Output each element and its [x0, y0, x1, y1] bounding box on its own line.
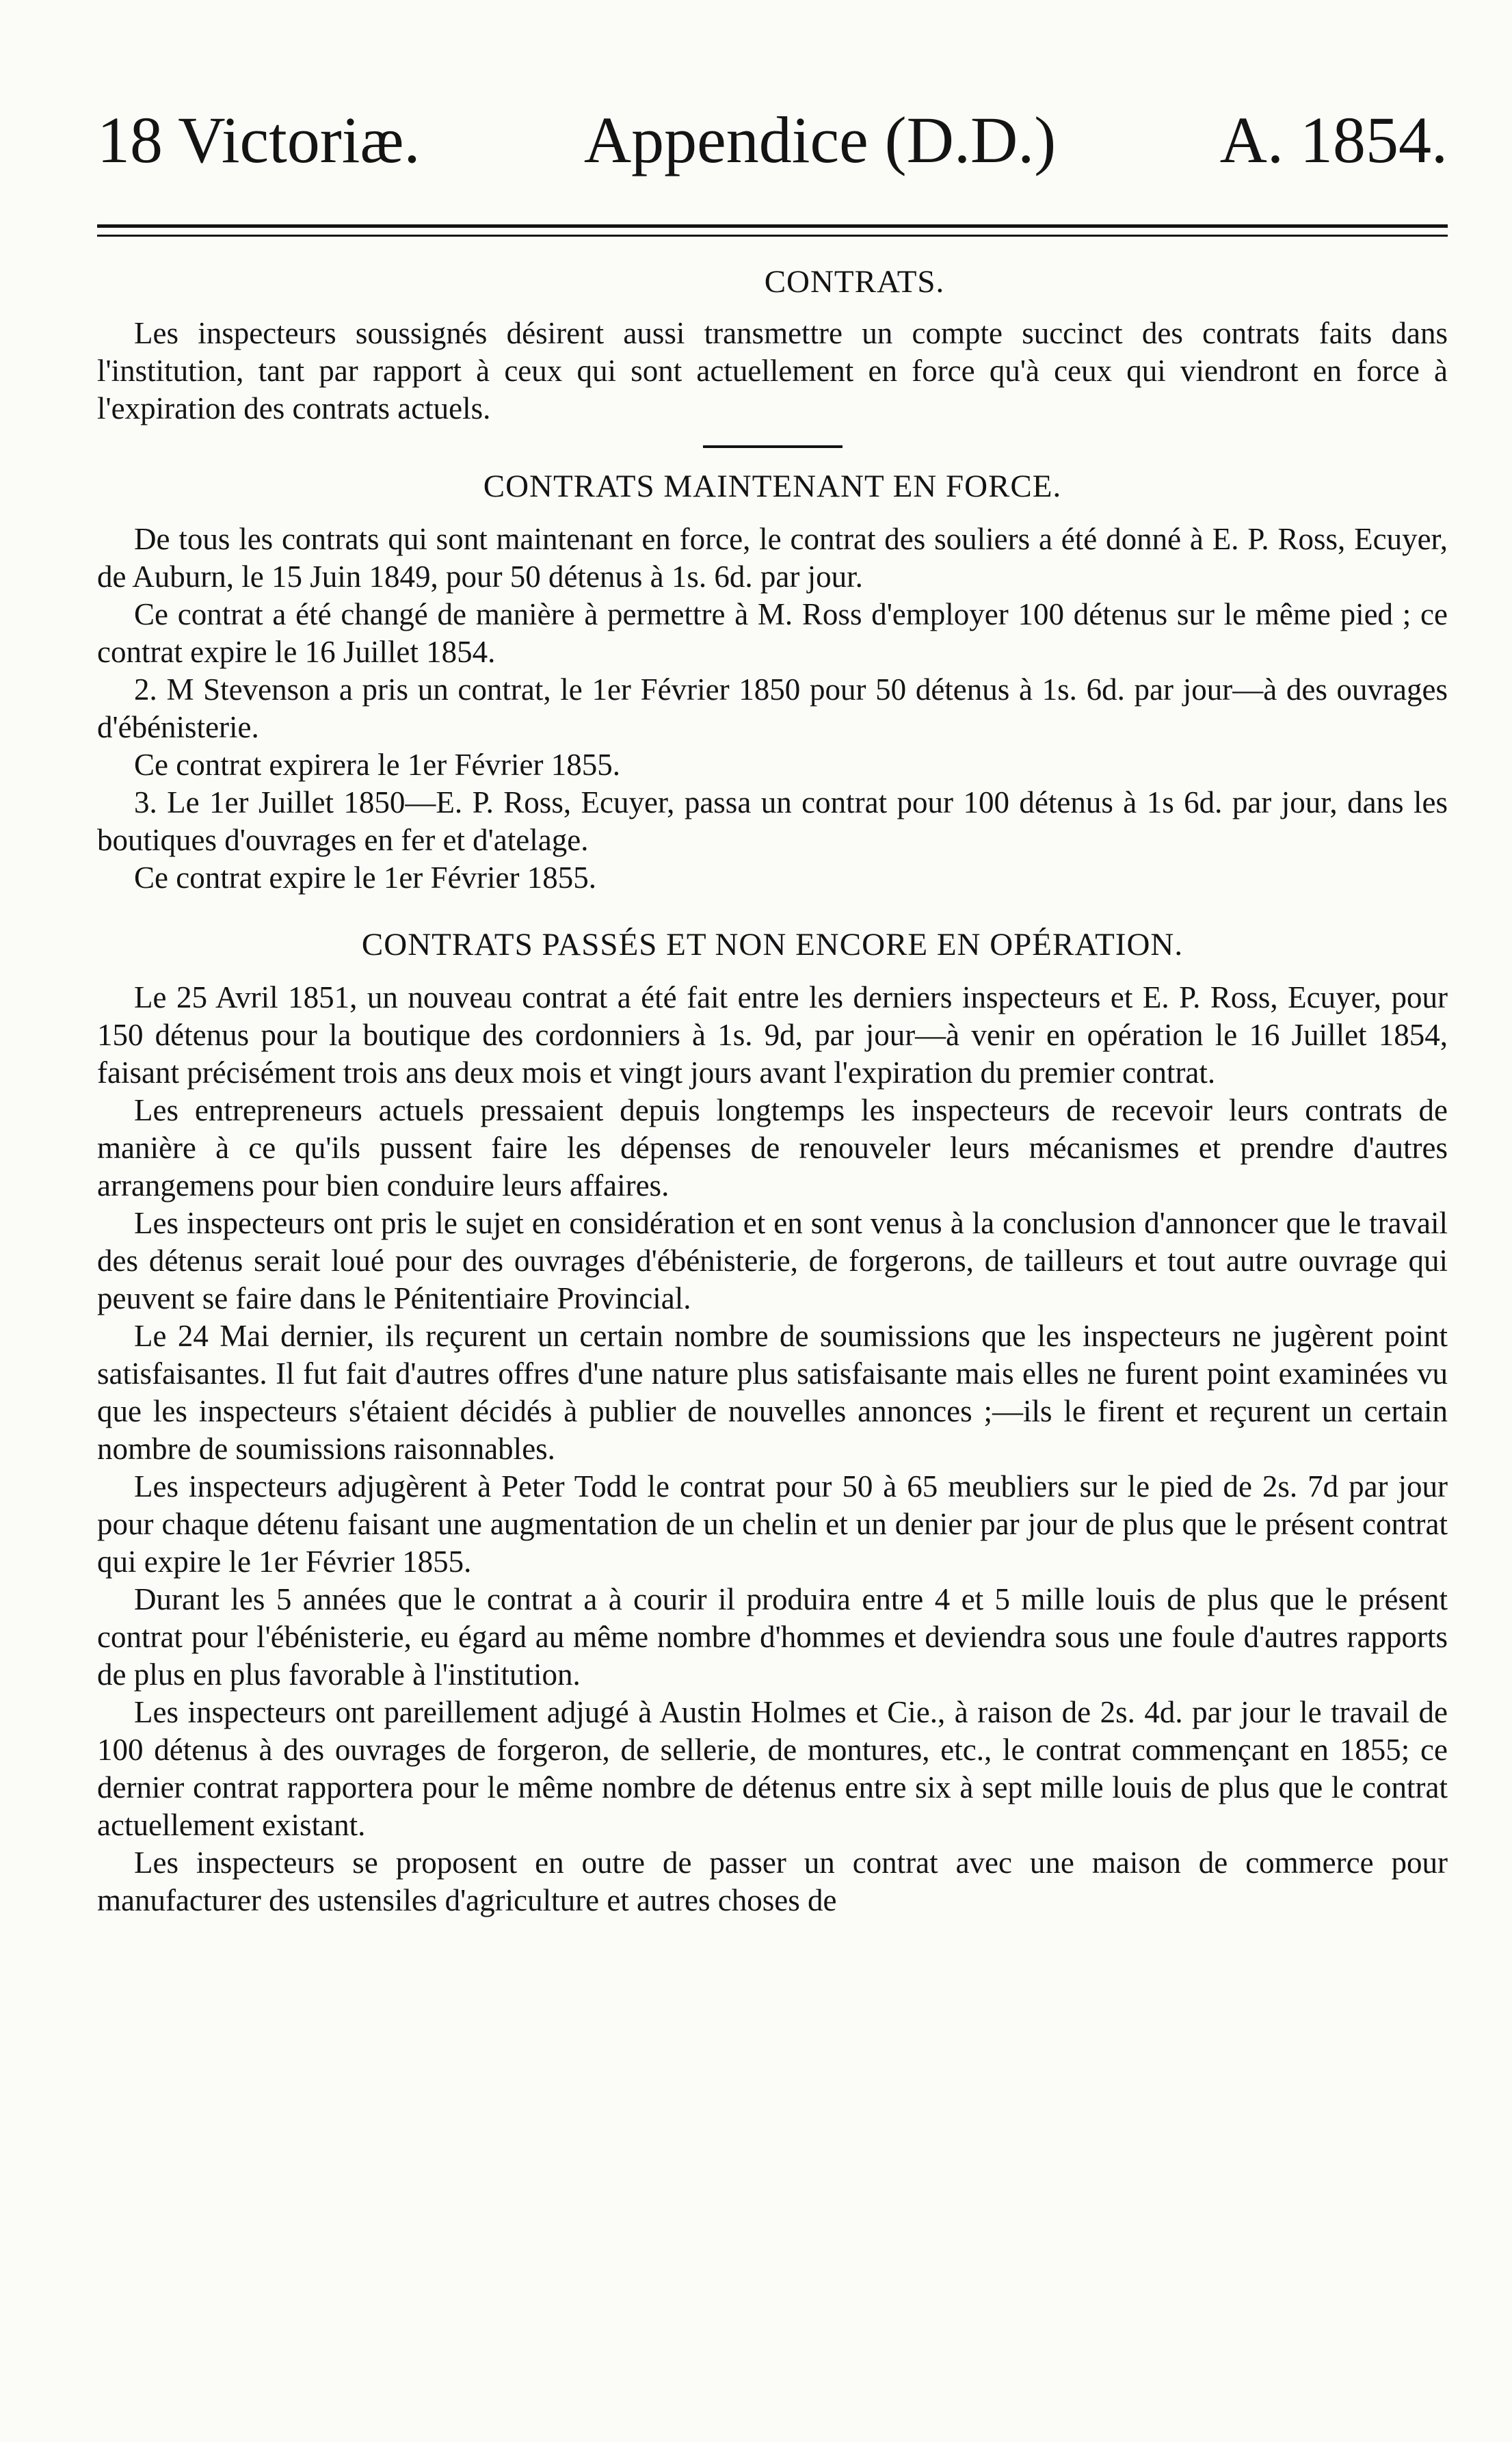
section-title-in-force: CONTRATS MAINTENANT EN FORCE. [483, 469, 1062, 504]
header-year: A. 1854. [1219, 103, 1448, 176]
paragraph: Les inspecteurs adjugèrent à Peter Todd le contrat pour 50 à 65 meubliers sur le pied de 2s. 7d par jour pour chaque détenu faisant une augmentation de un chelin et un denier par jour de plus que le présent contrat qui expire le 1er Février 1855. [97, 1469, 1448, 1579]
paragraph: Ce contrat a été changé de manière à permettre à M. Ross d'employer 100 détenus sur le même pied ; ce contrat expire le 16 Juillet 1854. [97, 597, 1448, 669]
paragraph: Les inspecteurs se proposent en outre de passer un contrat avec une maison de commerce pour manufacturer des ustensiles d'agriculture et autres choses de [97, 1846, 1448, 1917]
header-double-rule [97, 224, 1448, 237]
header-appendix: Appendice (D.D.) [583, 103, 1057, 176]
section-title-not-yet-in-operation: CONTRATS PASSÉS ET NON ENCORE EN OPÉRATION. [361, 927, 1184, 962]
intro-paragraph: Les inspecteurs soussignés désirent aussi transmettre un compte succinct des contrats faits dans l'institution, tant par rapport à ceux qui sont actuellement en force qu'à ceux qui viendront en force à l'expiration des contrats actuels. [97, 316, 1448, 425]
document-title: CONTRATS. [764, 264, 945, 300]
paragraph: Le 25 Avril 1851, un nouveau contrat a été fait entre les derniers inspecteurs et E. P. Ross, Ecuyer, pour 150 détenus pour la boutique des cordonniers à 1s. 9d, par jour—à venir en opération le 16 Juillet 1854, faisant précisément trois ans deux mois et vingt jours avant l'expiration du premier contrat. [97, 980, 1448, 1090]
section-divider [703, 445, 843, 448]
document-page [97, 103, 1448, 1919]
paragraph: Ce contrat expire le 1er Février 1855. [134, 861, 596, 895]
paragraph: 2. M Stevenson a pris un contrat, le 1er Février 1850 pour 50 détenus à 1s. 6d. par jour—à des ouvrages d'ébénisterie. [97, 672, 1448, 744]
paragraph: De tous les contrats qui sont maintenant en force, le contrat des souliers a été donné à E. P. Ross, Ecuyer, de Auburn, le 15 Juin 1849, pour 50 détenus à 1s. 6d. par jour. [97, 522, 1448, 594]
page-header [97, 103, 1448, 178]
paragraph: Durant les 5 années que le contrat a à courir il produira entre 4 et 5 mille louis de plus que le présent contrat pour l'ébénisterie, eu égard au même nombre d'hommes et deviendra sous une foule d'autres rapports de plus en plus favorable à l'institution. [97, 1582, 1448, 1692]
paragraph: Les entrepreneurs actuels pressaient depuis longtemps les inspecteurs de recevoir leurs contrats de manière à ce qu'ils pussent faire les dépenses de renouveler leurs mécanismes et prendre d'autres arrangemens pour bien conduire leurs affaires. [97, 1093, 1448, 1203]
paragraph: Ce contrat expirera le 1er Février 1855. [134, 748, 620, 782]
header-session: 18 Victoriæ. [97, 103, 421, 176]
paragraph: 3. Le 1er Juillet 1850—E. P. Ross, Ecuyer, passa un contrat pour 100 détenus à 1s 6d. par jour, dans les boutiques d'ouvrages en fer et d'atelage. [97, 785, 1448, 857]
paragraph: Le 24 Mai dernier, ils reçurent un certain nombre de soumissions que les inspecteurs ne jugèrent point satisfaisantes. Il fut fait d'autres offres d'une nature plus satisfaisante mais elles ne furent point examinées vu que les inspecteurs s'étaient décidés à publier de nouvelles annonces ;—ils le firent et reçurent un certain nombre de soumissions raisonnables. [97, 1319, 1448, 1466]
paragraph: Les inspecteurs ont pareillement adjugé à Austin Holmes et Cie., à raison de 2s. 4d. par jour le travail de 100 détenus à des ouvrages de forgeron, de sellerie, de montures, etc., le contrat commençant en 1855; ce dernier contrat rapportera pour le même nombre de détenus entre six à sept mille louis de plus que le contrat actuellement existant. [97, 1695, 1448, 1842]
paragraph: Les inspecteurs ont pris le sujet en considération et en sont venus à la conclusion d'annoncer que le travail des détenus serait loué pour des ouvrages d'ébénisterie, de forgerons, de tailleurs et tout autre ouvrage qui peuvent se faire dans le Pénitentiaire Provincial. [97, 1206, 1448, 1315]
